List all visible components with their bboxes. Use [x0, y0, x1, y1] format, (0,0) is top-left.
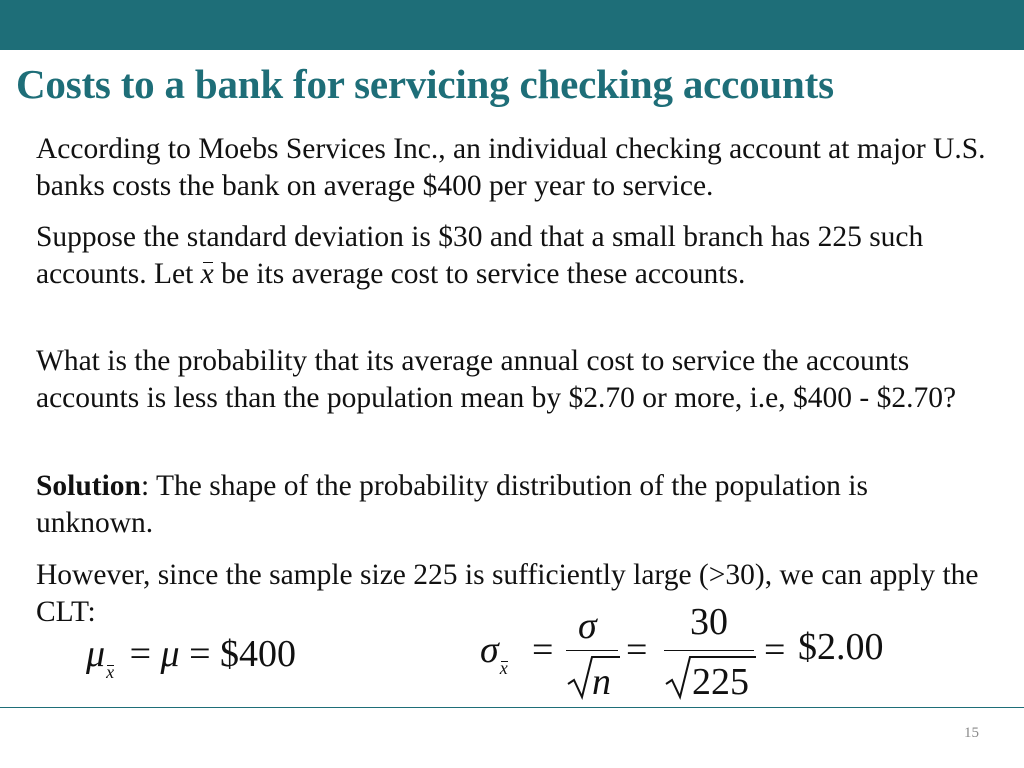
fraction-denominator-225: 225 — [692, 661, 749, 703]
setup-text-after: be its average cost to service these accounts. — [213, 258, 746, 290]
slide-title: Costs to a bank for servicing checking accounts — [16, 61, 834, 107]
sigma-symbol: σ — [480, 629, 499, 671]
equals-sign: = — [189, 633, 211, 675]
paragraph-context: According to Moebs Services Inc., an individual checking account at major U.S. banks costs the bank on average $400 per year to service. — [36, 133, 986, 202]
solution-text: : The shape of the probability distribution of the population is unknown. — [36, 470, 868, 539]
mu-symbol: μ — [86, 633, 106, 675]
equals-sign: = — [626, 629, 648, 671]
fraction-denominator-n: n — [592, 661, 611, 703]
solution-label: Solution — [36, 470, 141, 502]
x-bar-symbol: x — [201, 256, 214, 293]
paragraph-clt: However, since the sample size 225 is sufficiently large (>30), we can apply the CLT: — [36, 559, 979, 628]
paragraph-setup — [36, 219, 986, 293]
mean-value: $400 — [220, 633, 297, 675]
sigma-xbar — [480, 628, 508, 678]
formula-mean — [86, 632, 297, 682]
fraction-bar — [664, 650, 754, 651]
footer-rule — [0, 707, 1024, 708]
equals-sign: = — [129, 633, 152, 675]
page-number: 15 — [964, 725, 979, 741]
fraction-bar — [566, 650, 618, 651]
mean-subscript: x — [106, 662, 115, 682]
paragraph-question: What is the probability that its average annual cost to service the accounts accounts is less than the population mean by $2.70 or more, i.e, $400 - $2.70? — [36, 345, 957, 414]
equals-sign: = — [764, 629, 786, 671]
sd-subscript: x — [499, 658, 508, 678]
mu-symbol: μ — [160, 633, 180, 675]
paragraph-solution — [36, 468, 986, 542]
fraction-numerator-30: 30 — [690, 601, 728, 643]
setup-text-before: Suppose the standard deviation is $30 and that a small branch has 225 such accounts. Let — [36, 221, 924, 290]
sd-result-value: $2.00 — [798, 626, 884, 668]
header-bar — [0, 0, 1024, 50]
fraction-numerator-sigma: σ — [578, 605, 597, 647]
equals-sign: = — [532, 629, 554, 671]
